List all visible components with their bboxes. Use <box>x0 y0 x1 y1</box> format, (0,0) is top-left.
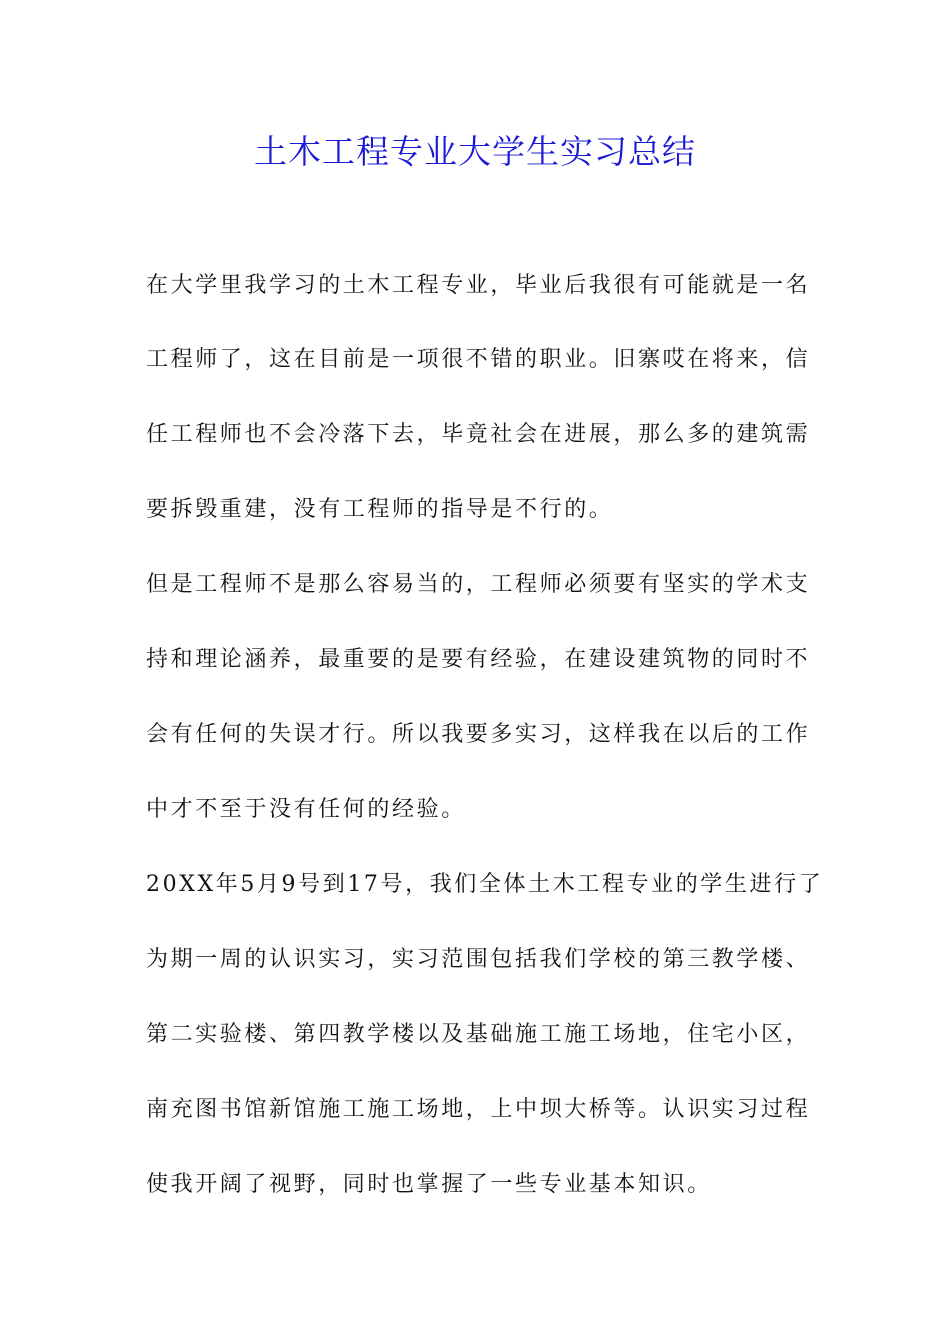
paragraph-1-line-1: 在大学里我学习的土木工程专业，毕业后我很有可能就是一名 <box>146 273 811 298</box>
document-title: 土木工程专业大学生实习总结 <box>254 132 696 171</box>
paragraph-3-line-2: 为期一周的认识实习，实习范围包括我们学校的第三教学楼、 <box>146 947 811 972</box>
paragraph-1-line-2: 工程师了，这在目前是一项很不错的职业。旧寨哎在将来，信 <box>146 347 811 372</box>
paragraph-1-line-3: 任工程师也不会冷落下去，毕竟社会在进展，那么多的建筑需 <box>146 422 811 447</box>
paragraph-3-line-3: 第二实验楼、第四教学楼以及基础施工施工场地，住宅小区， <box>146 1022 811 1047</box>
paragraph-2-line-3: 会有任何的失误才行。所以我要多实习，这样我在以后的工作 <box>146 722 811 747</box>
paragraph-2-line-4: 中才不至于没有任何的经验。 <box>146 797 466 822</box>
paragraph-2-line-2: 持和理论涵养，最重要的是要有经验，在建设建筑物的同时不 <box>146 647 811 672</box>
paragraph-3-line-4: 南充图书馆新馆施工施工场地，上中坝大桥等。认识实习过程 <box>146 1097 811 1122</box>
paragraph-2-line-1: 但是工程师不是那么容易当的，工程师必须要有坚实的学术支 <box>146 572 811 597</box>
paragraph-1-line-4: 要拆毁重建，没有工程师的指导是不行的。 <box>146 497 614 522</box>
paragraph-3-line-5: 使我开阔了视野，同时也掌握了一些专业基本知识。 <box>146 1172 712 1197</box>
document-body <box>146 266 824 1306</box>
paragraph-3-line-1: 20XX年5月9号到17号，我们全体土木工程专业的学生进行了 <box>146 872 824 897</box>
